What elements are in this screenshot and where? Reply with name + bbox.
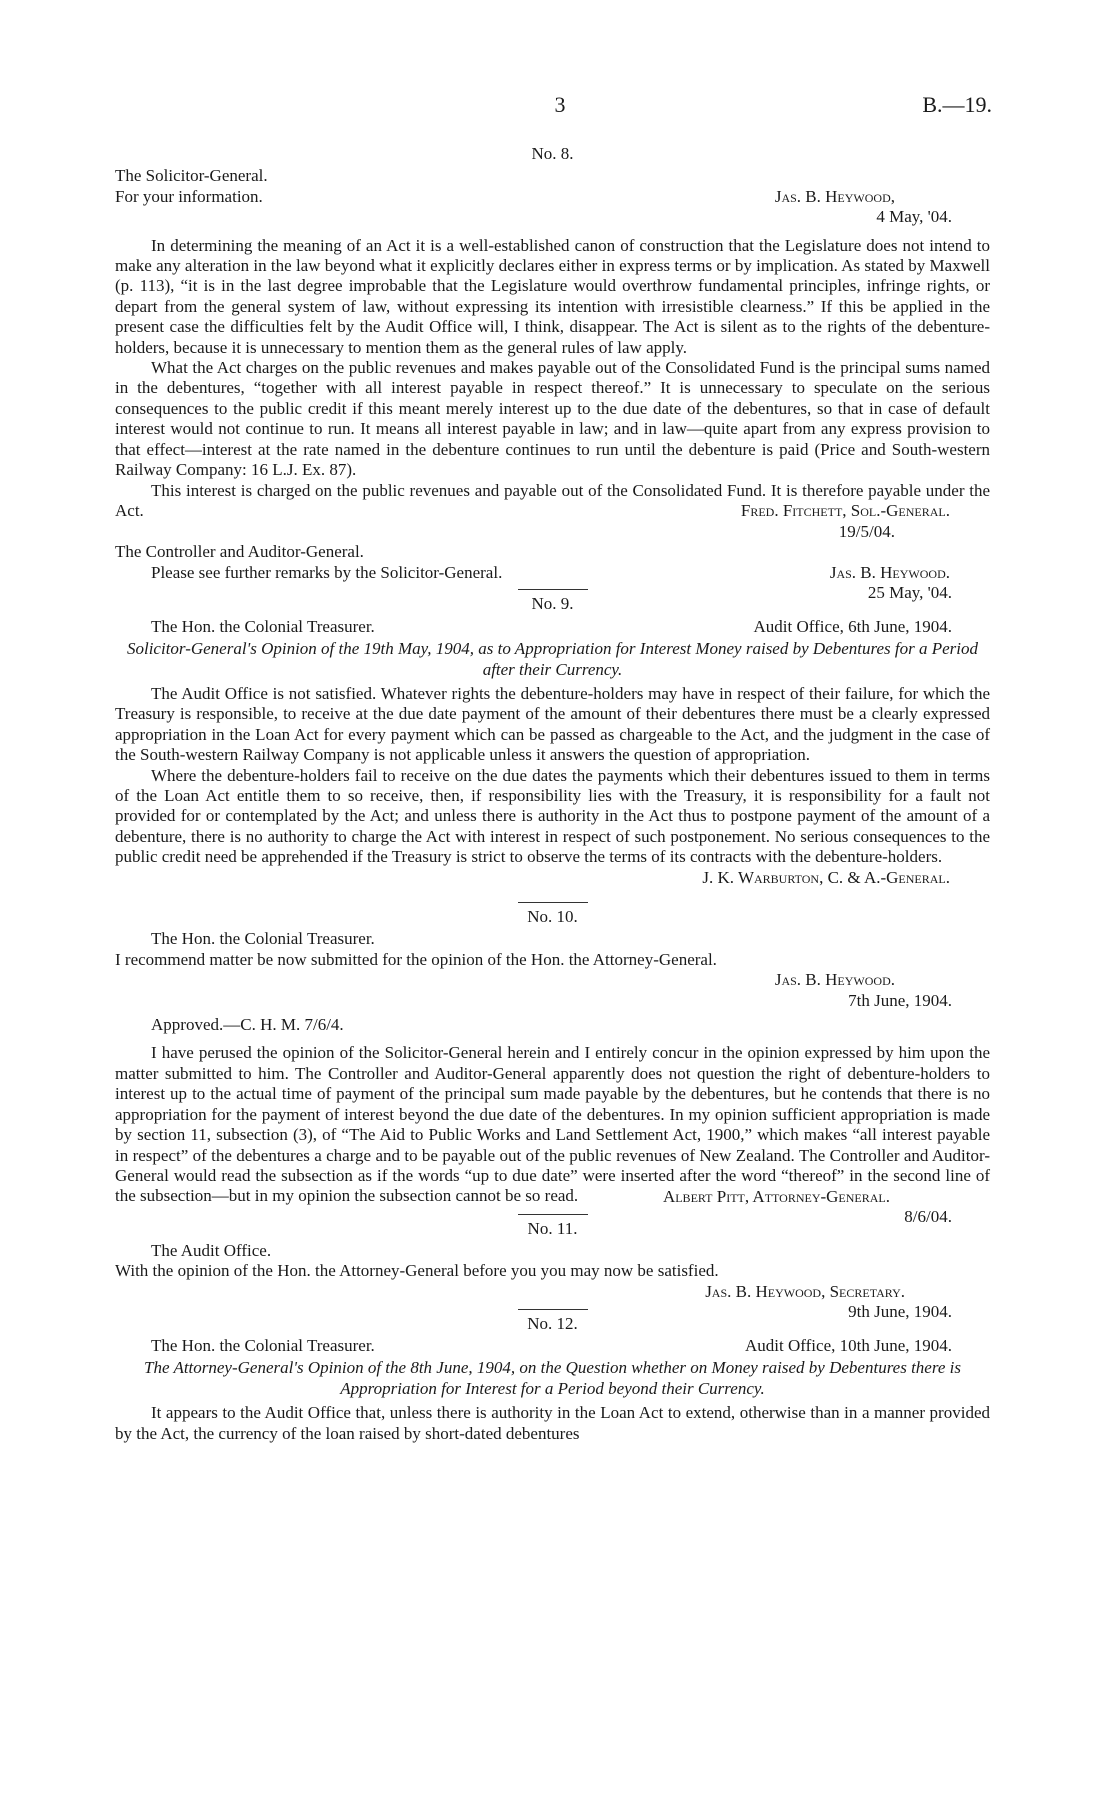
paragraph: Where the debenture-holders fail to receive on the due dates the payments which their debentures issued to them in terms of the Loan Act entitle them to so receive, then, if responsibility lies with the Treasury, it is responsibility for a fault not provided for or contemplated by the Act; and unless there is authority in the Act thus to postpone payment of the amount of a debenture, there is no authority to charge the Act with interest in respect of such postponement. No serious consequences to the public credit need be apprehended if the Treasury is strict to observe the terms of its contracts with the debenture-holders. [115, 765, 990, 867]
addressee: The Hon. the Colonial Treasurer. [151, 929, 375, 949]
paragraph: I have perused the opinion of the Solicitor-General herein and I entirely concur in the opinion expressed by him upon the matter submitted to him. The Controller and Auditor-General apparently does not question the right of debenture-holders to interest up to the actual time of payment of the principal sum made payable by the debentures, but he contends that there is no appropriation for the payment of interest beyond the due date of the debentures. In my opinion sufficient appropriation is made by section 11, subsection (3), of “The Aid to Public Works and Land Settlement Act, 1900,” which makes “all interest payable in respect” of the debentures a charge and to be payable out of the public revenues of New Zealand. The Controller and Auditor-General would read the subsection as if the words “up to due date” were inserted after the word “thereof” in the second line of the subsection—but in my opinion the subsection cannot be so read. [115, 1043, 990, 1206]
paragraph: In determining the meaning of an Act it is a well-established canon of construction that the Legislature does not intend to make any alteration in the law beyond what it explicitly declares either in express terms or by implication. As stated by Maxwell (p. 113), “it is in the last degree improbable that the Legislature would overthrow fundamental principles, infringe rights, or depart from the general system of law, without expressing its intention with irresistible clearness.” If this be applied in the present case the difficulties felt by the Audit Office will, I think, disappear. The Act is silent as to the rights of the debenture-holders, because it is unnecessary to mention them as the general rules of law apply. [115, 235, 990, 357]
date-line: 9th June, 1904. [848, 1302, 952, 1322]
section-title: The Attorney-General's Opinion of the 8th June, 1904, on the Question whether on Money raised by Debentures there is Appropriation for Interest for a Period beyond their Currency. [144, 1358, 961, 1398]
memo-line [115, 563, 990, 583]
page-number: 3 [554, 92, 566, 117]
divider [518, 902, 588, 903]
section-title: Solicitor-General's Opinion of the 19th May, 1904, as to Appropriation for Interest Money raised by Debentures for a Period after their Currency. [126, 639, 978, 679]
memo-line [115, 1336, 990, 1356]
paragraph: It appears to the Audit Office that, unless there is authority in the Loan Act to extend, otherwise than in a manner provided by the Act, the currency of the loan raised by short-dated debentures [115, 1403, 990, 1443]
addressee: The Audit Office. [151, 1240, 272, 1260]
date-line: 7th June, 1904. [848, 990, 952, 1010]
document-reference: B.—19. [922, 92, 992, 117]
signatory: J. K. Warburton, C. & A.-General. [702, 867, 950, 887]
date-line: 19/5/04. [838, 521, 895, 541]
approval-note: Approved.—C. H. M. 7/6/4. [151, 1015, 344, 1035]
signatory: Albert Pitt, Attorney-General. [662, 1186, 890, 1206]
memo-text: Please see further remarks by the Solicitor-General. [151, 562, 503, 582]
date-line: Audit Office, 10th June, 1904. [745, 1335, 952, 1355]
memo-text: With the opinion of the Hon. the Attorney-General before you you may now be satisfied. [115, 1261, 719, 1281]
paragraph: What the Act charges on the public revenues and makes payable out of the Consolidated Fund is the principal sums named in the debentures, “together with all interest payable in respect thereof.” It is unnecessary to speculate on the serious consequences to the public credit if this meant merely interest up to the due date of the debentures, so that in case of default interest would not continue to run. It means all interest payable in law; and in law—quite apart from any express provision to that effect—interest at the rate named in the debenture continues to run until the debenture is paid (Price and South-western Railway Company: 16 L.J. Ex. 87). [115, 358, 990, 480]
addressee: The Hon. the Colonial Treasurer. [151, 1335, 375, 1355]
section-number-10: No. 10. [527, 907, 578, 927]
document-body [115, 140, 990, 1444]
paragraph: The Audit Office is not satisfied. Whatever rights the debenture-holders may have in respect of their failure, for which the Treasury is responsible, to receive at the due date payment of the amount of their debentures there must be a clearly expressed appropriation in the Loan Act for every payment which can be passed as chargeable to the Act, and the judgment in the case of the South-western Railway Company is not applicable unless it answers the question of appropriation. [115, 683, 990, 765]
signatory: Jas. B. Heywood, [774, 186, 895, 206]
divider [518, 1214, 588, 1215]
divider [518, 1309, 588, 1310]
section-number-11: No. 11. [527, 1218, 578, 1238]
date-line: 8/6/04. [904, 1207, 952, 1227]
date-line: Audit Office, 6th June, 1904. [753, 616, 952, 636]
section-number-12: No. 12. [527, 1313, 578, 1333]
memo-line [115, 617, 990, 637]
addressee: The Solicitor-General. [115, 166, 268, 186]
signatory: Fred. Fitchett, Sol.-General. [740, 501, 950, 521]
memo-text: For your information. [115, 186, 263, 206]
signatory: Jas. B. Heywood. [774, 970, 895, 990]
signatory: Jas. B. Heywood, Secretary. [705, 1281, 905, 1301]
date-line: 25 May, '04. [867, 582, 952, 602]
section-number-9: No. 9. [531, 594, 574, 614]
section-number-8: No. 8. [531, 144, 574, 163]
signatory: Jas. B. Heywood. [829, 562, 950, 582]
memo-line [115, 187, 990, 207]
memo-text: I recommend matter be now submitted for the opinion of the Hon. the Attorney-General. [115, 949, 717, 969]
paragraph: This interest is charged on the public revenues and payable out of the Consolidated Fund. It is therefore payable under the Act. [115, 480, 990, 520]
addressee: The Controller and Auditor-General. [115, 542, 364, 562]
divider [518, 589, 588, 590]
addressee: The Hon. the Colonial Treasurer. [151, 616, 375, 636]
date-line: 4 May, '04. [876, 207, 952, 227]
